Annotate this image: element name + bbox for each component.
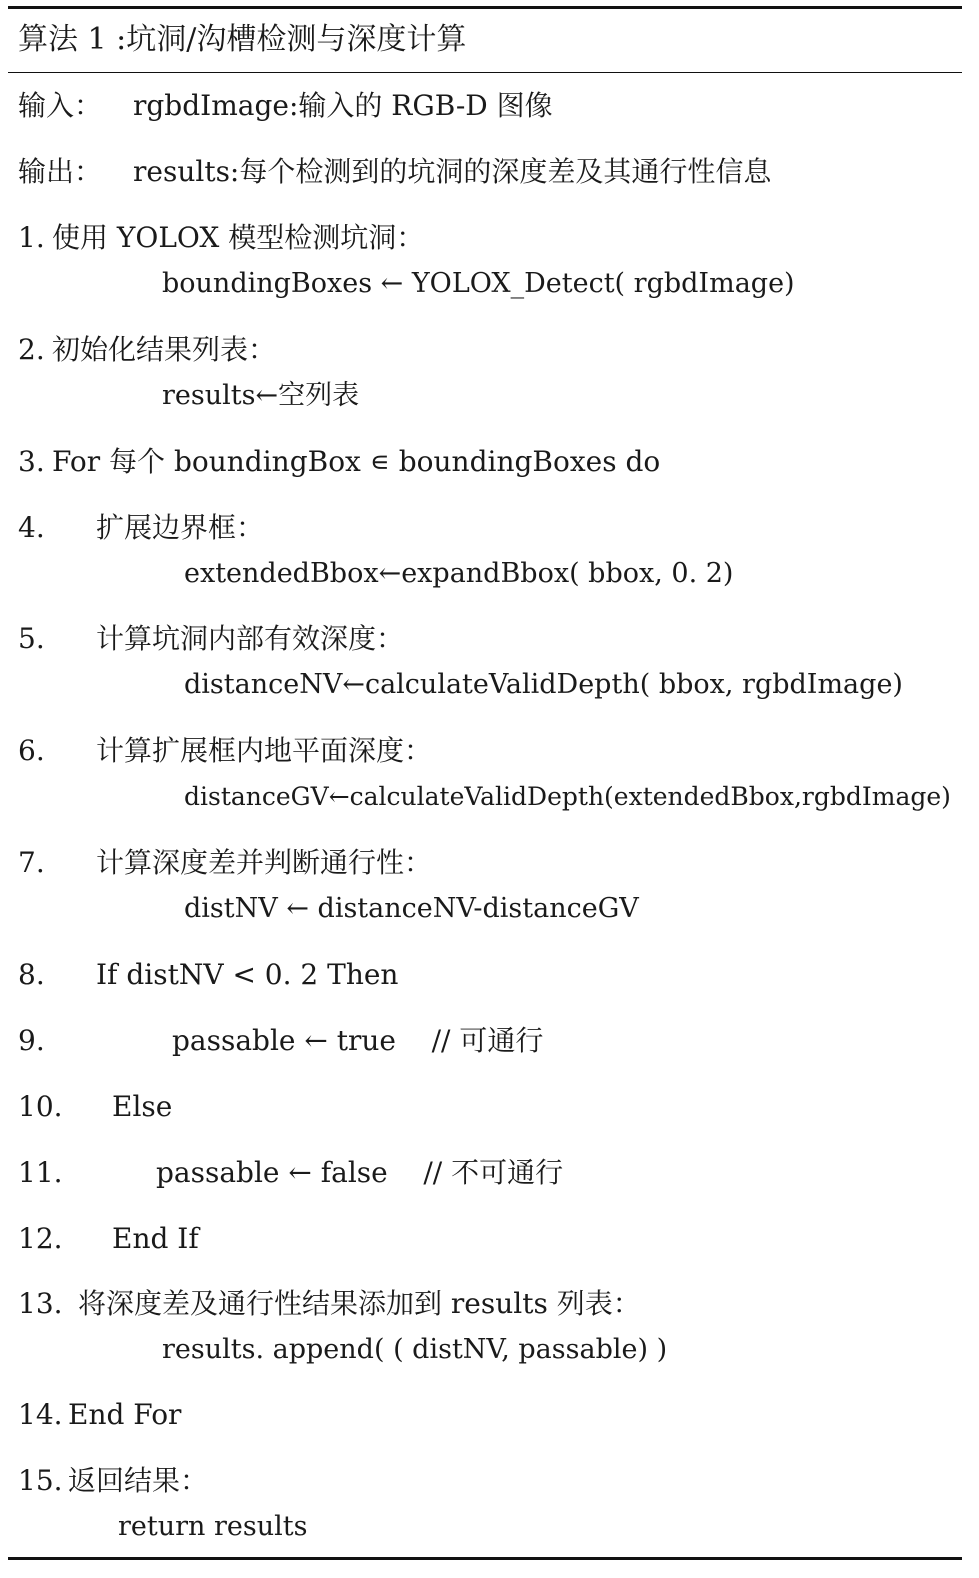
step-number: 4. (18, 511, 45, 544)
step-code: results←空列表 (162, 380, 360, 411)
step-text: End For (68, 1398, 182, 1431)
step-number: 13. (18, 1287, 63, 1320)
input-text: rgbdImage:输入的 RGB-D 图像 (133, 89, 553, 122)
step-text: For 每个 boundingBox ∊ boundingBoxes do (52, 445, 661, 478)
step-text: 扩展边界框： (96, 511, 265, 544)
step-code: results. append( ( distNV, passable) ) (162, 1334, 668, 1365)
algorithm-title: 算法 1 :坑洞/沟槽检测与深度计算 (18, 22, 467, 57)
step-text: 返回结果： (68, 1464, 209, 1497)
input-label: 输入： (18, 89, 103, 122)
step-text: 使用 YOLOX 模型检测坑洞： (52, 221, 425, 254)
step-text: 计算深度差并判断通行性： (96, 846, 433, 879)
step-code: distNV ← distanceNV-distanceGV (184, 893, 639, 924)
output-label: 输出： (18, 155, 103, 188)
step-text: End If (112, 1222, 199, 1255)
step-text: passable ← false // 不可通行 (156, 1156, 564, 1189)
step-number: 11. (18, 1156, 63, 1189)
step-code: distanceGV←calculateValidDepth(extendedBbox,rgbdImage) (184, 782, 951, 811)
step-number: 6. (18, 734, 45, 767)
step-number: 1. (18, 221, 45, 254)
step-number: 3. (18, 445, 45, 478)
step-text: Else (112, 1090, 173, 1123)
step-text: 计算扩展框内地平面深度： (96, 734, 433, 767)
step-code: return results (118, 1511, 308, 1542)
step-code: extendedBbox←expandBbox( bbox, 0. 2) (184, 558, 734, 589)
step-number: 8. (18, 958, 45, 991)
top-rule (8, 6, 962, 9)
step-text: 初始化结果列表： (52, 333, 277, 366)
bottom-rule (8, 1557, 962, 1560)
step-number: 9. (18, 1024, 45, 1057)
step-code: boundingBoxes ← YOLOX_Detect( rgbdImage) (162, 268, 795, 299)
header-rule (8, 72, 962, 73)
step-number: 10. (18, 1090, 63, 1123)
step-number: 15. (18, 1464, 63, 1497)
step-number: 14. (18, 1398, 63, 1431)
step-number: 12. (18, 1222, 63, 1255)
step-text: 计算坑洞内部有效深度： (96, 622, 405, 655)
step-number: 2. (18, 333, 45, 366)
step-number: 5. (18, 622, 45, 655)
step-text: 将深度差及通行性结果添加到 results 列表： (78, 1287, 641, 1320)
step-number: 7. (18, 846, 45, 879)
step-code: distanceNV←calculateValidDepth( bbox, rgbdImage) (184, 669, 903, 700)
step-text: passable ← true // 可通行 (172, 1024, 544, 1057)
output-text: results:每个检测到的坑洞的深度差及其通行性信息 (133, 155, 772, 188)
step-text: If distNV < 0. 2 Then (96, 958, 399, 991)
